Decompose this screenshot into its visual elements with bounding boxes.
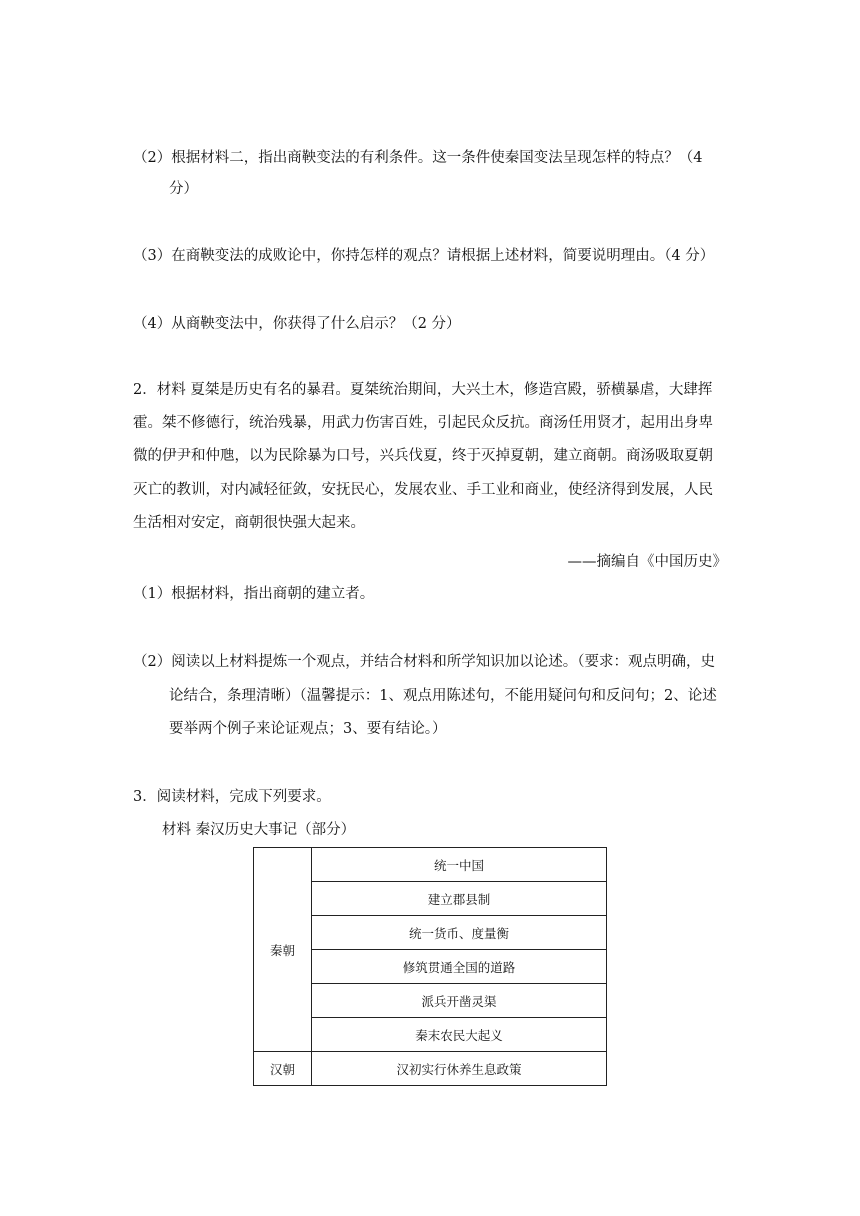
q2-sub2-line: （2）阅读以上材料提炼一个观点，并结合材料和所学知识加以论述。（要求：观点明确，史 (133, 654, 715, 670)
event-cell: 建立郡县制 (312, 882, 607, 916)
q1-sub2-line1: （2）根据材料二，指出商鞅变法的有利条件。这一条件使秦国变法呈现怎样的特点？（4 (133, 150, 703, 166)
event-cell: 汉初实行休养生息政策 (312, 1052, 607, 1086)
q2-para-line: 微的伊尹和仲虺，以为民除暴为口号，兴兵伐夏，终于灭掉夏朝，建立商朝。商汤吸取夏朝 (133, 448, 713, 464)
event-cell: 统一中国 (312, 848, 607, 882)
events-table (253, 847, 607, 1086)
q2-sub1: （1）根据材料，指出商朝的建立者。 (133, 586, 375, 602)
q2-para-line: 2．材料 夏桀是历史有名的暴君。夏桀统治期间，大兴土木，修造宫殿，骄横暴虐，大肆挥 (133, 382, 713, 398)
q2-source-citation: ——摘编自《中国历史》 (567, 554, 727, 570)
table-row (254, 848, 607, 882)
q1-sub3: （3）在商鞅变法的成败论中，你持怎样的观点？请根据上述材料，简要说明理由。（4 分） (133, 248, 715, 264)
q3-stem: 3．阅读材料，完成下列要求。 (133, 789, 331, 805)
q1-sub2-line2: 分） (169, 181, 198, 197)
q1-sub4: （4）从商鞅变法中，你获得了什么启示？（2 分） (133, 316, 461, 332)
event-cell: 派兵开凿灵渠 (312, 984, 607, 1018)
q2-para-line: 灭亡的教训，对内减轻征敛，安抚民心，发展农业、手工业和商业，使经济得到发展，人民 (133, 482, 713, 498)
table-row (254, 1052, 607, 1086)
q3-material-title: 材料 秦汉历史大事记（部分） (162, 822, 356, 838)
q2-sub2-line: 要举两个例子来论证观点；3、要有结论。） (169, 721, 447, 737)
q2-sub2-line: 论结合，条理清晰）（温馨提示：1、观点用陈述句，不能用疑问句和反问句；2、论述 (169, 688, 717, 704)
event-cell: 修筑贯通全国的道路 (312, 950, 607, 984)
event-cell: 秦末农民大起义 (312, 1018, 607, 1052)
q2-para-line: 生活相对安定，商朝很快强大起来。 (133, 515, 365, 531)
q2-para-line: 霍。桀不修德行，统治残暴，用武力伤害百姓，引起民众反抗。商汤任用贤才，起用出身卑 (133, 415, 713, 431)
dynasty-cell-qin: 秦朝 (254, 848, 312, 1052)
dynasty-cell-han: 汉朝 (254, 1052, 312, 1086)
event-cell: 统一货币、度量衡 (312, 916, 607, 950)
